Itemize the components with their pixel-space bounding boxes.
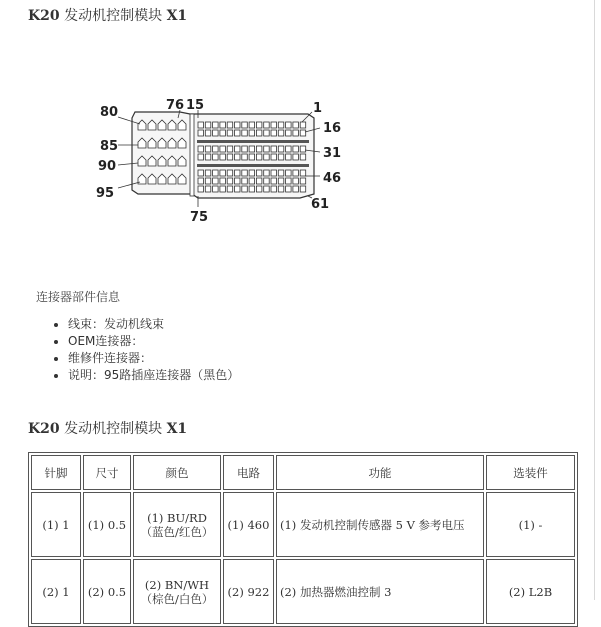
connector-cavity: [249, 130, 255, 136]
connector-cavity: [286, 186, 292, 192]
table-row: [31, 559, 575, 624]
connector-cavity: [278, 170, 284, 176]
info-item-harness: • 线束：发动机线束: [68, 316, 239, 333]
pin-label-61: 61: [311, 197, 330, 212]
connector-cavity: [271, 178, 277, 184]
connector-cavity: [256, 146, 262, 152]
page-title: K20 发动机控制模块 X1: [28, 8, 188, 24]
connector-cavity: [198, 154, 204, 160]
pin-label-46: 46: [323, 171, 342, 186]
connector-cavity: [249, 146, 255, 152]
connector-cavity: [235, 154, 241, 160]
connector-cavity: [278, 178, 284, 184]
connector-cavity: [271, 186, 277, 192]
connector-cavity: [286, 130, 292, 136]
connector-cavity: [235, 170, 241, 176]
connector-cavity: [220, 130, 226, 136]
pin-label-1: 1: [313, 101, 323, 116]
connector-cavity: [198, 170, 204, 176]
connector-cavity: [264, 154, 270, 160]
cell-pin: (2) 1: [31, 559, 81, 624]
connector-info-list: [52, 316, 239, 384]
connector-cavity: [198, 186, 204, 192]
connector-cavity: [220, 154, 226, 160]
connector-cavity: [293, 178, 299, 184]
connector-cavity: [227, 186, 233, 192]
connector-cavity: [286, 170, 292, 176]
cell-circuit: (2) 922: [223, 559, 274, 624]
connector-cavity: [242, 154, 248, 160]
cell-function: (1) 发动机控制传感器 5 V 参考电压: [276, 492, 484, 557]
pin-label-16: 16: [323, 121, 342, 136]
connector-cavity: [198, 178, 204, 184]
connector-cavity: [213, 178, 219, 184]
connector-cavity: [293, 146, 299, 152]
connector-cavity: [198, 130, 204, 136]
connector-cavity: [300, 146, 306, 152]
col-header-option: 选装件: [486, 455, 575, 490]
connector-cavity: [286, 154, 292, 160]
connector-cavity: [264, 170, 270, 176]
connector-rib: [197, 140, 309, 143]
connector-cavity: [198, 146, 204, 152]
connector-diagram: [90, 92, 350, 227]
connector-cavity: [271, 122, 277, 128]
connector-cavity: [242, 178, 248, 184]
pin-label-31: 31: [323, 146, 342, 161]
connector-cavity: [256, 154, 262, 160]
cell-size: (1) 0.5: [83, 492, 131, 557]
col-header-color: 颜色: [133, 455, 221, 490]
section-title: K20 发动机控制模块 X1: [28, 421, 188, 437]
connector-info-heading: 连接器部件信息: [36, 290, 121, 304]
connector-cavity: [242, 122, 248, 128]
connector-cavity: [278, 146, 284, 152]
connector-cavity: [213, 186, 219, 192]
page-right-edge: [594, 0, 595, 600]
cell-color: (2) BN/WH（棕色/白色）: [133, 559, 221, 624]
cell-pin: (1) 1: [31, 492, 81, 557]
connector-cavity: [256, 170, 262, 176]
connector-cavity: [235, 122, 241, 128]
connector-cavity: [205, 186, 211, 192]
pin-label-80: 80: [100, 105, 119, 120]
connector-cavity: [293, 122, 299, 128]
connector-cavity: [235, 130, 241, 136]
connector-cavity: [227, 122, 233, 128]
connector-cavity: [235, 146, 241, 152]
connector-cavity: [249, 122, 255, 128]
connector-cavity: [213, 154, 219, 160]
connector-cavity: [300, 170, 306, 176]
connector-cavity: [293, 170, 299, 176]
connector-cavity: [242, 130, 248, 136]
connector-cavity: [249, 178, 255, 184]
connector-cavity: [242, 146, 248, 152]
connector-cavity: [264, 186, 270, 192]
connector-cavity: [220, 178, 226, 184]
connector-cavity: [227, 146, 233, 152]
cell-size: (2) 0.5: [83, 559, 131, 624]
connector-cavity: [220, 186, 226, 192]
connector-cavity: [205, 178, 211, 184]
connector-cavity: [278, 122, 284, 128]
connector-cavity: [205, 122, 211, 128]
connector-cavity: [249, 154, 255, 160]
connector-cavity: [256, 122, 262, 128]
connector-cavity: [271, 154, 277, 160]
connector-cavity: [256, 130, 262, 136]
connector-cavity: [300, 122, 306, 128]
connector-cavity: [220, 122, 226, 128]
connector-cavity: [256, 178, 262, 184]
cell-function: (2) 加热器燃油控制 3: [276, 559, 484, 624]
connector-cavity: [278, 154, 284, 160]
pin-label-75: 75: [190, 210, 209, 225]
connector-cavity: [286, 122, 292, 128]
col-header-pin: 针脚: [31, 455, 81, 490]
info-item-service-connector: • 维修件连接器：: [68, 350, 239, 367]
connector-cavity: [286, 178, 292, 184]
table-row: [31, 492, 575, 557]
connector-cavity: [300, 178, 306, 184]
connector-cavity: [205, 146, 211, 152]
connector-cavity: [213, 170, 219, 176]
connector-cavity: [227, 178, 233, 184]
connector-cavity: [293, 130, 299, 136]
cell-option: (1) -: [486, 492, 575, 557]
connector-cavity: [278, 130, 284, 136]
connector-cavity: [227, 154, 233, 160]
connector-cavity: [227, 130, 233, 136]
connector-cavity: [300, 186, 306, 192]
connector-cavity: [271, 146, 277, 152]
connector-cavity: [286, 146, 292, 152]
connector-cavity: [300, 154, 306, 160]
connector-cavity: [205, 130, 211, 136]
connector-cavity: [264, 178, 270, 184]
pin-label-85: 85: [100, 139, 119, 154]
connector-cavity: [242, 170, 248, 176]
connector-cavity: [293, 154, 299, 160]
connector-cavity: [220, 170, 226, 176]
connector-cavity: [220, 146, 226, 152]
connector-cavity: [227, 170, 233, 176]
connector-cavity: [264, 130, 270, 136]
connector-cavity: [213, 130, 219, 136]
pin-label-90: 90: [98, 159, 117, 174]
info-item-description: • 说明：95路插座连接器（黑色）: [68, 367, 239, 384]
table-header-row: [31, 455, 575, 490]
connector-cavity: [249, 170, 255, 176]
info-item-oem-connector: • OEM连接器：: [68, 333, 239, 350]
connector-cavity: [235, 178, 241, 184]
connector-cavity: [249, 186, 255, 192]
connector-cavity: [271, 170, 277, 176]
connector-cavity: [293, 186, 299, 192]
connector-cavity: [264, 122, 270, 128]
col-header-function: 功能: [276, 455, 484, 490]
connector-cavity: [235, 186, 241, 192]
connector-cavity: [198, 122, 204, 128]
connector-cavity: [264, 146, 270, 152]
connector-rib: [197, 164, 309, 167]
connector-cavity: [205, 154, 211, 160]
pin-label-95: 95: [96, 186, 115, 201]
col-header-circuit: 电路: [223, 455, 274, 490]
pin-label-15: 15: [186, 98, 205, 113]
connector-cavity: [300, 130, 306, 136]
connector-cavity: [271, 130, 277, 136]
cell-color: (1) BU/RD（蓝色/红色）: [133, 492, 221, 557]
connector-cavity: [213, 122, 219, 128]
connector-cavity: [213, 146, 219, 152]
connector-cavity: [242, 186, 248, 192]
connector-cavity: [256, 186, 262, 192]
connector-cavity: [205, 170, 211, 176]
connector-cavity: [278, 186, 284, 192]
pin-label-76: 76: [166, 98, 185, 113]
pinout-table: [28, 452, 578, 627]
cell-option: (2) L2B: [486, 559, 575, 624]
cell-circuit: (1) 460: [223, 492, 274, 557]
col-header-size: 尺寸: [83, 455, 131, 490]
